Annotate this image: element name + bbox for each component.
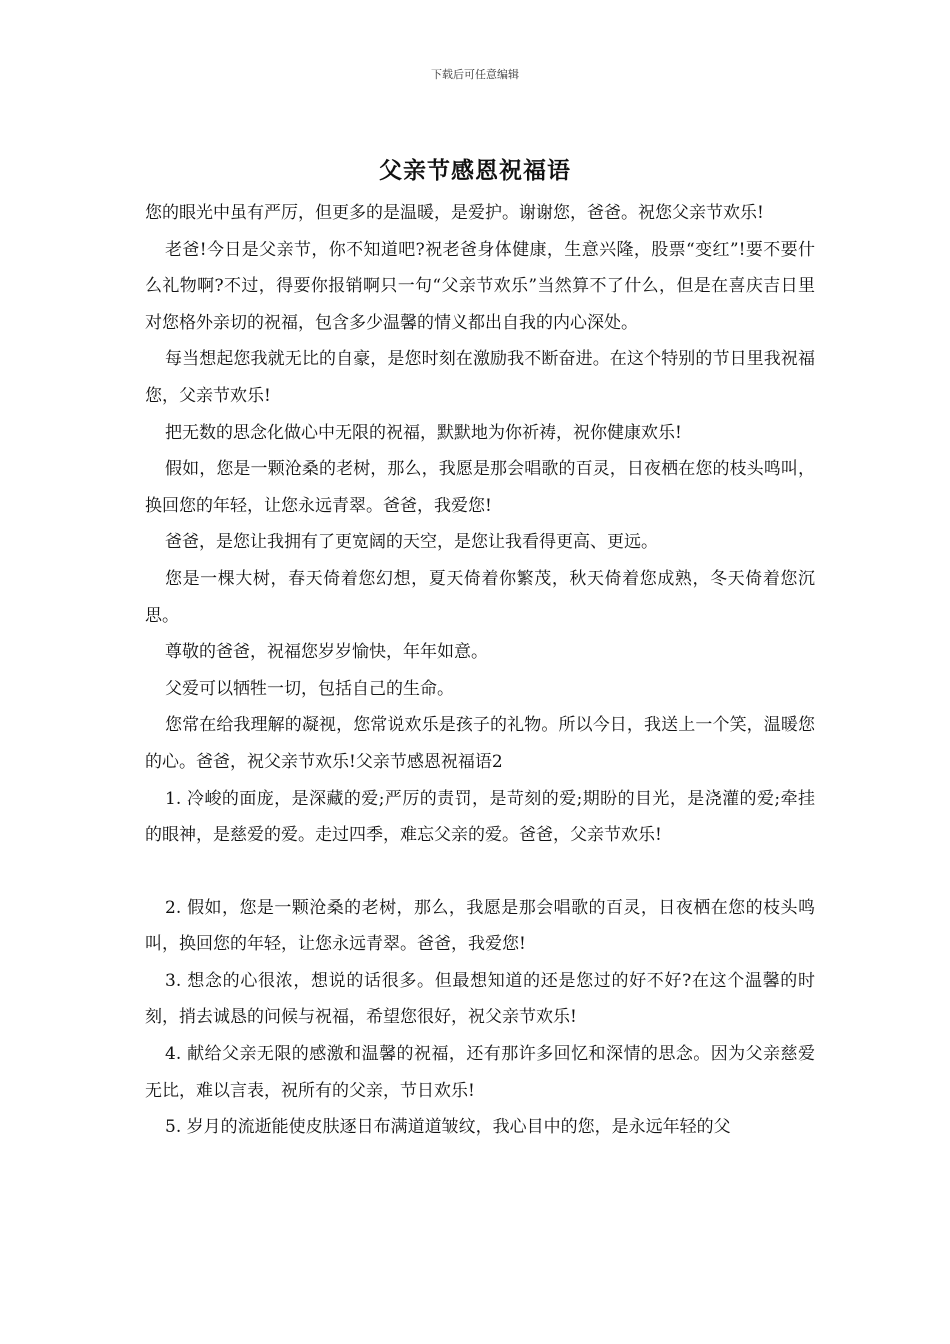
paragraph: 父爱可以牺牲一切，包括自己的生命。	[165, 678, 454, 699]
numbered-item: 5. 岁月的流逝能使皮肤逐日布满道道皱纹，我心目中的您，是永远年轻的父	[165, 1117, 731, 1138]
document-title: 父亲节感恩祝福语	[379, 157, 571, 184]
header-note: 下载后可任意编辑	[431, 68, 519, 81]
paragraph: 爸爸，是您让我拥有了更宽阔的天空，是您让我看得更高、更远。	[165, 532, 658, 553]
paragraph: 您的眼光中虽有严厉，但更多的是温暖，是爱护。谢谢您，爸爸。祝您父亲节欢乐!	[145, 203, 764, 223]
numbered-item: 2. 假如，您是一颗沧桑的老树，那么，我愿是那会唱歌的百灵，日夜栖在您的枝头鸣叫，换回您的年轻，让您永远青翠。爸爸，我爱您!	[145, 897, 815, 955]
numbered-item: 3. 想念的心很浓，想说的话很多。但最想知道的还是您过的好不好?在这个温馨的时刻，捎去诚恳的问候与祝福，希望您很好，祝父亲节欢乐!	[145, 970, 815, 1028]
paragraph: 老爸!今日是父亲节，你不知道吧?祝老爸身体健康，生意兴隆，股票“变红”!要不要什么礼物啊?不过，得要你报销啊只一句“父亲节欢乐”当然算不了什么，但是在喜庆吉日里对您格外亲切的祝福，包含多少温馨的情义都出自我的内心深处。	[145, 239, 815, 333]
numbered-item: 1. 冷峻的面庞，是深藏的爱;严厉的责罚，是苛刻的爱;期盼的目光，是浇灌的爱;牵挂的眼神，是慈爱的爱。走过四季，难忘父亲的爱。爸爸，父亲节欢乐!	[145, 788, 815, 846]
paragraph: 尊敬的爸爸，祝福您岁岁愉快，年年如意。	[165, 642, 488, 663]
paragraph: 每当想起您我就无比的自豪，是您时刻在激励我不断奋进。在这个特别的节日里我祝福您，父亲节欢乐!	[145, 349, 815, 406]
document-body	[145, 195, 815, 1146]
paragraph: 您常在给我理解的凝视，您常说欢乐是孩子的礼物。所以今日，我送上一个笑，温暖您的心。爸爸，祝父亲节欢乐!父亲节感恩祝福语2	[145, 715, 815, 772]
paragraph: 假如，您是一颗沧桑的老树，那么，我愿是那会唱歌的百灵，日夜栖在您的枝头鸣叫，换回您的年轻，让您永远青翠。爸爸，我爱您!	[145, 459, 815, 516]
paragraph: 您是一棵大树，春天倚着您幻想，夏天倚着你繁茂，秋天倚着您成熟，冬天倚着您沉思。	[145, 568, 815, 626]
numbered-item: 4. 献给父亲无限的感激和温馨的祝福，还有那许多回忆和深情的思念。因为父亲慈爱无比，难以言表，祝所有的父亲，节日欢乐!	[145, 1044, 815, 1101]
paragraph: 把无数的思念化做心中无限的祝福，默默地为你祈祷，祝你健康欢乐!	[165, 422, 682, 443]
